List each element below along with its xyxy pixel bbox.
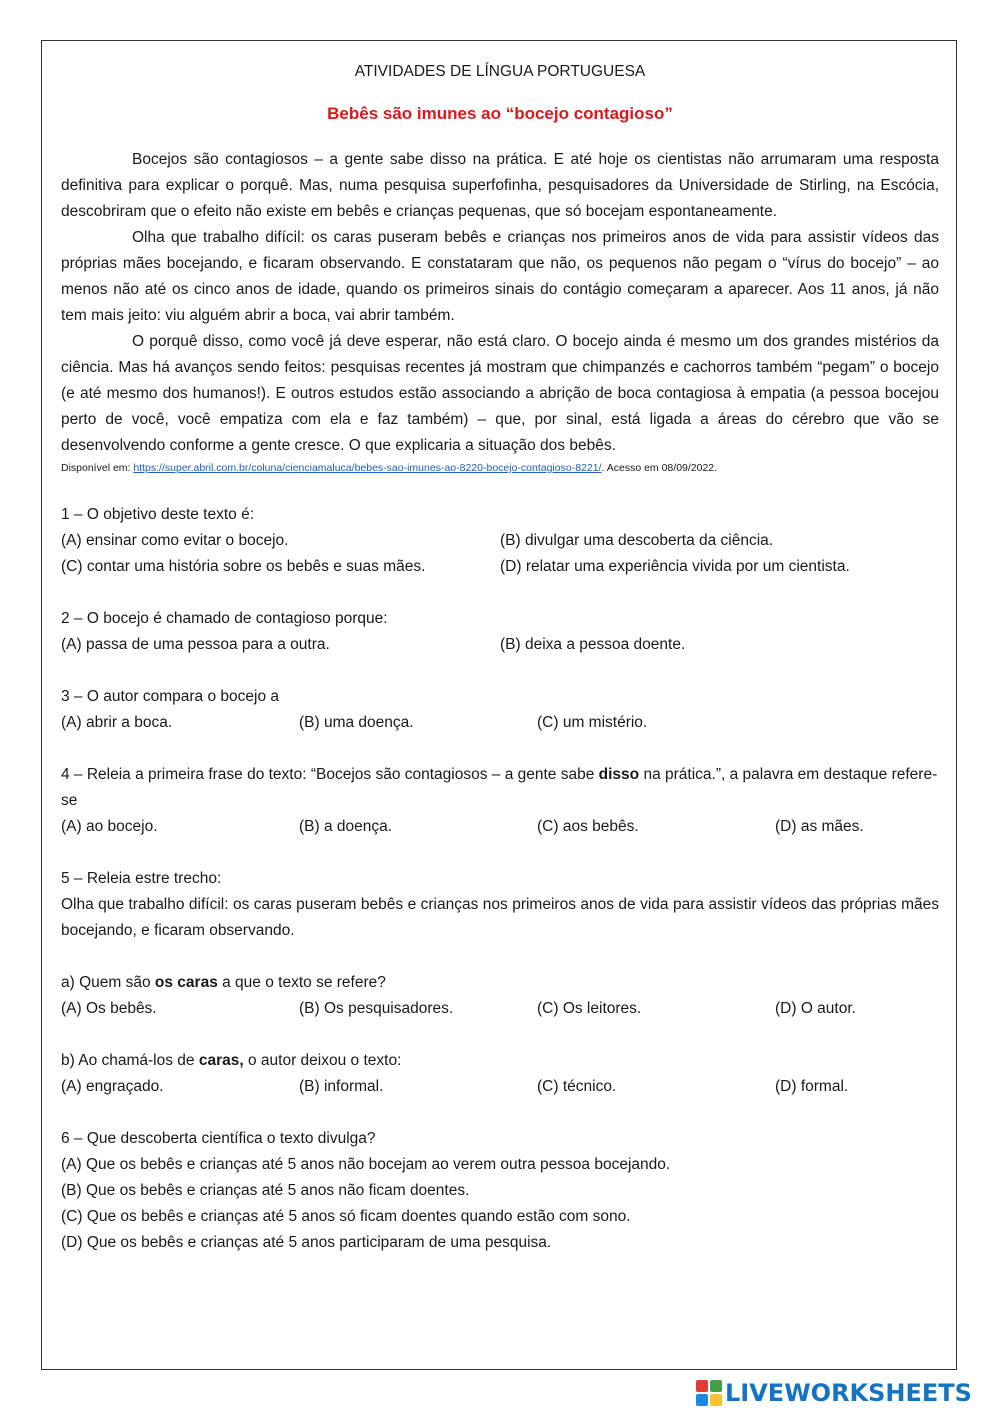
question-5b-prompt: [61, 1048, 939, 1074]
answer-option[interactable]: (D) formal.: [775, 1078, 849, 1095]
question-5a-prompt: [61, 970, 939, 996]
answer-option[interactable]: (C) Que os bebês e crianças até 5 anos só ficam doentes quando estão com sono.: [61, 1208, 631, 1225]
article-paragraph-1: Bocejos são contagiosos – a gente sabe disso na prática. E até hoje os cientistas não arrumaram uma resposta definitiva para explicar o porquê. Mas, numa pesquisa superfofinha, pesquisadores da Universidade de Stirling, na Escócia, descobriram que o efeito não existe em bebês e crianças pequenas, que só bocejam espontaneamente.: [61, 151, 939, 220]
article-paragraph-2: Olha que trabalho difícil: os caras puseram bebês e crianças nos primeiros anos de vida para assistir vídeos das próprias mães bocejando, e ficaram observando. E constataram que não, os pequenos não pegam o “vírus do bocejo” – ao menos não até os cinco anos de idade, quando os primeiros sinais do contágio começaram a aparecer. Aos 11 anos, já não tem mais jeito: viu alguém abrir a boca, vai abrir também.: [61, 229, 939, 324]
answer-option[interactable]: (D) O autor.: [775, 1000, 856, 1017]
answer-option[interactable]: (B) uma doença.: [299, 714, 414, 731]
answer-option[interactable]: (A) abrir a boca.: [61, 714, 173, 731]
answer-option[interactable]: (A) ensinar como evitar o bocejo.: [61, 532, 289, 549]
answer-option[interactable]: (A) passa de uma pessoa para a outra.: [61, 636, 330, 653]
question-1: [61, 502, 939, 580]
source-suffix: . Acesso em 08/09/2022.: [601, 462, 718, 474]
answer-option[interactable]: (B) Os pesquisadores.: [299, 1000, 454, 1017]
article-title: Bebês são imunes ao “bocejo contagioso”: [327, 104, 673, 123]
question-2-prompt: 2 – O bocejo é chamado de contagioso porque:: [61, 610, 388, 627]
answer-option[interactable]: (C) técnico.: [537, 1078, 617, 1095]
answer-option[interactable]: (A) Os bebês.: [61, 1000, 157, 1017]
answer-option[interactable]: (D) as mães.: [775, 818, 864, 835]
question-1-options-row-1: [61, 528, 939, 554]
answer-option[interactable]: (B) informal.: [299, 1078, 384, 1095]
liveworksheets-logo-icon: [696, 1380, 722, 1406]
question-1-options-row-2: [61, 554, 939, 580]
answer-option[interactable]: (C) Os leitores.: [537, 1000, 642, 1017]
article-paragraph-3: O porquê disso, como você já deve esperar, não está claro. O bocejo ainda é mesmo um dos grandes mistérios da ciência. Mas há avanços sendo feitos: pesquisas recentes já mostram que chimpanzés e cachorros também “pegam” o bocejo (e até mesmo dos humanos!). E outros estudos estão associando a abrição de boca contagiosa à empatia (a pessoa bocejou perto de você, você empatiza com ela e faz também) – que, por sinal, está ligada a áreas do cérebro que vão se desenvolvendo conforme a gente cresce. O que explicaria a situação dos bebês.: [61, 333, 939, 454]
question-5a-prompt-start: a) Quem são: [61, 974, 155, 991]
logo-square-yellow: [710, 1394, 722, 1406]
answer-option[interactable]: (B) a doença.: [299, 818, 393, 835]
question-4-options: [61, 814, 939, 840]
logo-square-green: [710, 1380, 722, 1392]
question-3-options: [61, 710, 939, 736]
answer-option[interactable]: (B) deixa a pessoa doente.: [500, 636, 686, 653]
liveworksheets-wordmark: LIVEWORKSHEETS: [725, 1379, 972, 1407]
answer-option[interactable]: (C) aos bebês.: [537, 818, 639, 835]
question-4: [61, 762, 939, 840]
answer-option[interactable]: (D) Que os bebês e crianças até 5 anos participaram de uma pesquisa.: [61, 1234, 552, 1251]
logo-square-red: [696, 1380, 708, 1392]
question-5a-prompt-end: a que o texto se refere?: [217, 974, 386, 991]
question-5a: [61, 970, 939, 1022]
worksheet-content: [61, 59, 939, 1256]
question-2-options: [61, 632, 939, 658]
question-4-prompt-start: 4 – Releia a primeira frase do texto: “Bocejos são contagiosos – a gente sabe: [61, 766, 599, 783]
question-5b-options: [61, 1074, 939, 1100]
question-5b: [61, 1048, 939, 1100]
answer-option[interactable]: (A) engraçado.: [61, 1078, 164, 1095]
logo-square-blue: [696, 1394, 708, 1406]
worksheet-header: ATIVIDADES DE LÍNGUA PORTUGUESA: [354, 63, 646, 80]
source-citation: [61, 460, 939, 476]
question-5-excerpt: Olha que trabalho difícil: os caras puseram bebês e crianças nos primeiros anos de vida para assistir vídeos das próprias mães bocejando, e ficaram observando.: [61, 896, 939, 939]
highlighted-word: os caras: [154, 974, 218, 991]
source-link[interactable]: https://super.abril.com.br/coluna/cienciamaluca/bebes-sao-imunes-ao-8220-bocejo-contagioso-8221/: [133, 462, 602, 474]
question-5a-options: [61, 996, 939, 1022]
answer-option[interactable]: (B) divulgar uma descoberta da ciência.: [500, 532, 774, 549]
question-4-prompt-end: na prática.”, a palavra em destaque refere-se: [61, 766, 938, 809]
highlighted-word: disso: [598, 766, 640, 783]
answer-option[interactable]: (A) Que os bebês e crianças até 5 anos não bocejam ao verem outra pessoa bocejando.: [61, 1156, 671, 1173]
highlighted-word: caras,: [198, 1052, 244, 1069]
answer-option[interactable]: (C) um mistério.: [537, 714, 648, 731]
answer-option[interactable]: (A) ao bocejo.: [61, 818, 158, 835]
liveworksheets-brand[interactable]: [696, 1378, 994, 1408]
question-4-prompt: [61, 762, 939, 814]
question-5: [61, 866, 939, 944]
source-prefix: Disponível em:: [61, 462, 134, 474]
question-5b-prompt-start: b) Ao chamá-los de: [61, 1052, 199, 1069]
question-1-prompt: 1 – O objetivo deste texto é:: [61, 506, 255, 523]
question-5b-prompt-end: o autor deixou o texto:: [243, 1052, 402, 1069]
question-3: [61, 684, 939, 736]
question-5-prompt: 5 – Releia estre trecho:: [61, 870, 222, 887]
question-2: [61, 606, 939, 658]
answer-option[interactable]: (B) Que os bebês e crianças até 5 anos não ficam doentes.: [61, 1182, 470, 1199]
answer-option[interactable]: (D) relatar uma experiência vivida por um cientista.: [500, 558, 850, 575]
question-3-prompt: 3 – O autor compara o bocejo a: [61, 688, 279, 705]
worksheet-page: [41, 40, 957, 1370]
answer-option[interactable]: (C) contar uma história sobre os bebês e suas mães.: [61, 558, 426, 575]
question-6: [61, 1126, 939, 1256]
question-6-prompt: 6 – Que descoberta científica o texto divulga?: [61, 1130, 376, 1147]
